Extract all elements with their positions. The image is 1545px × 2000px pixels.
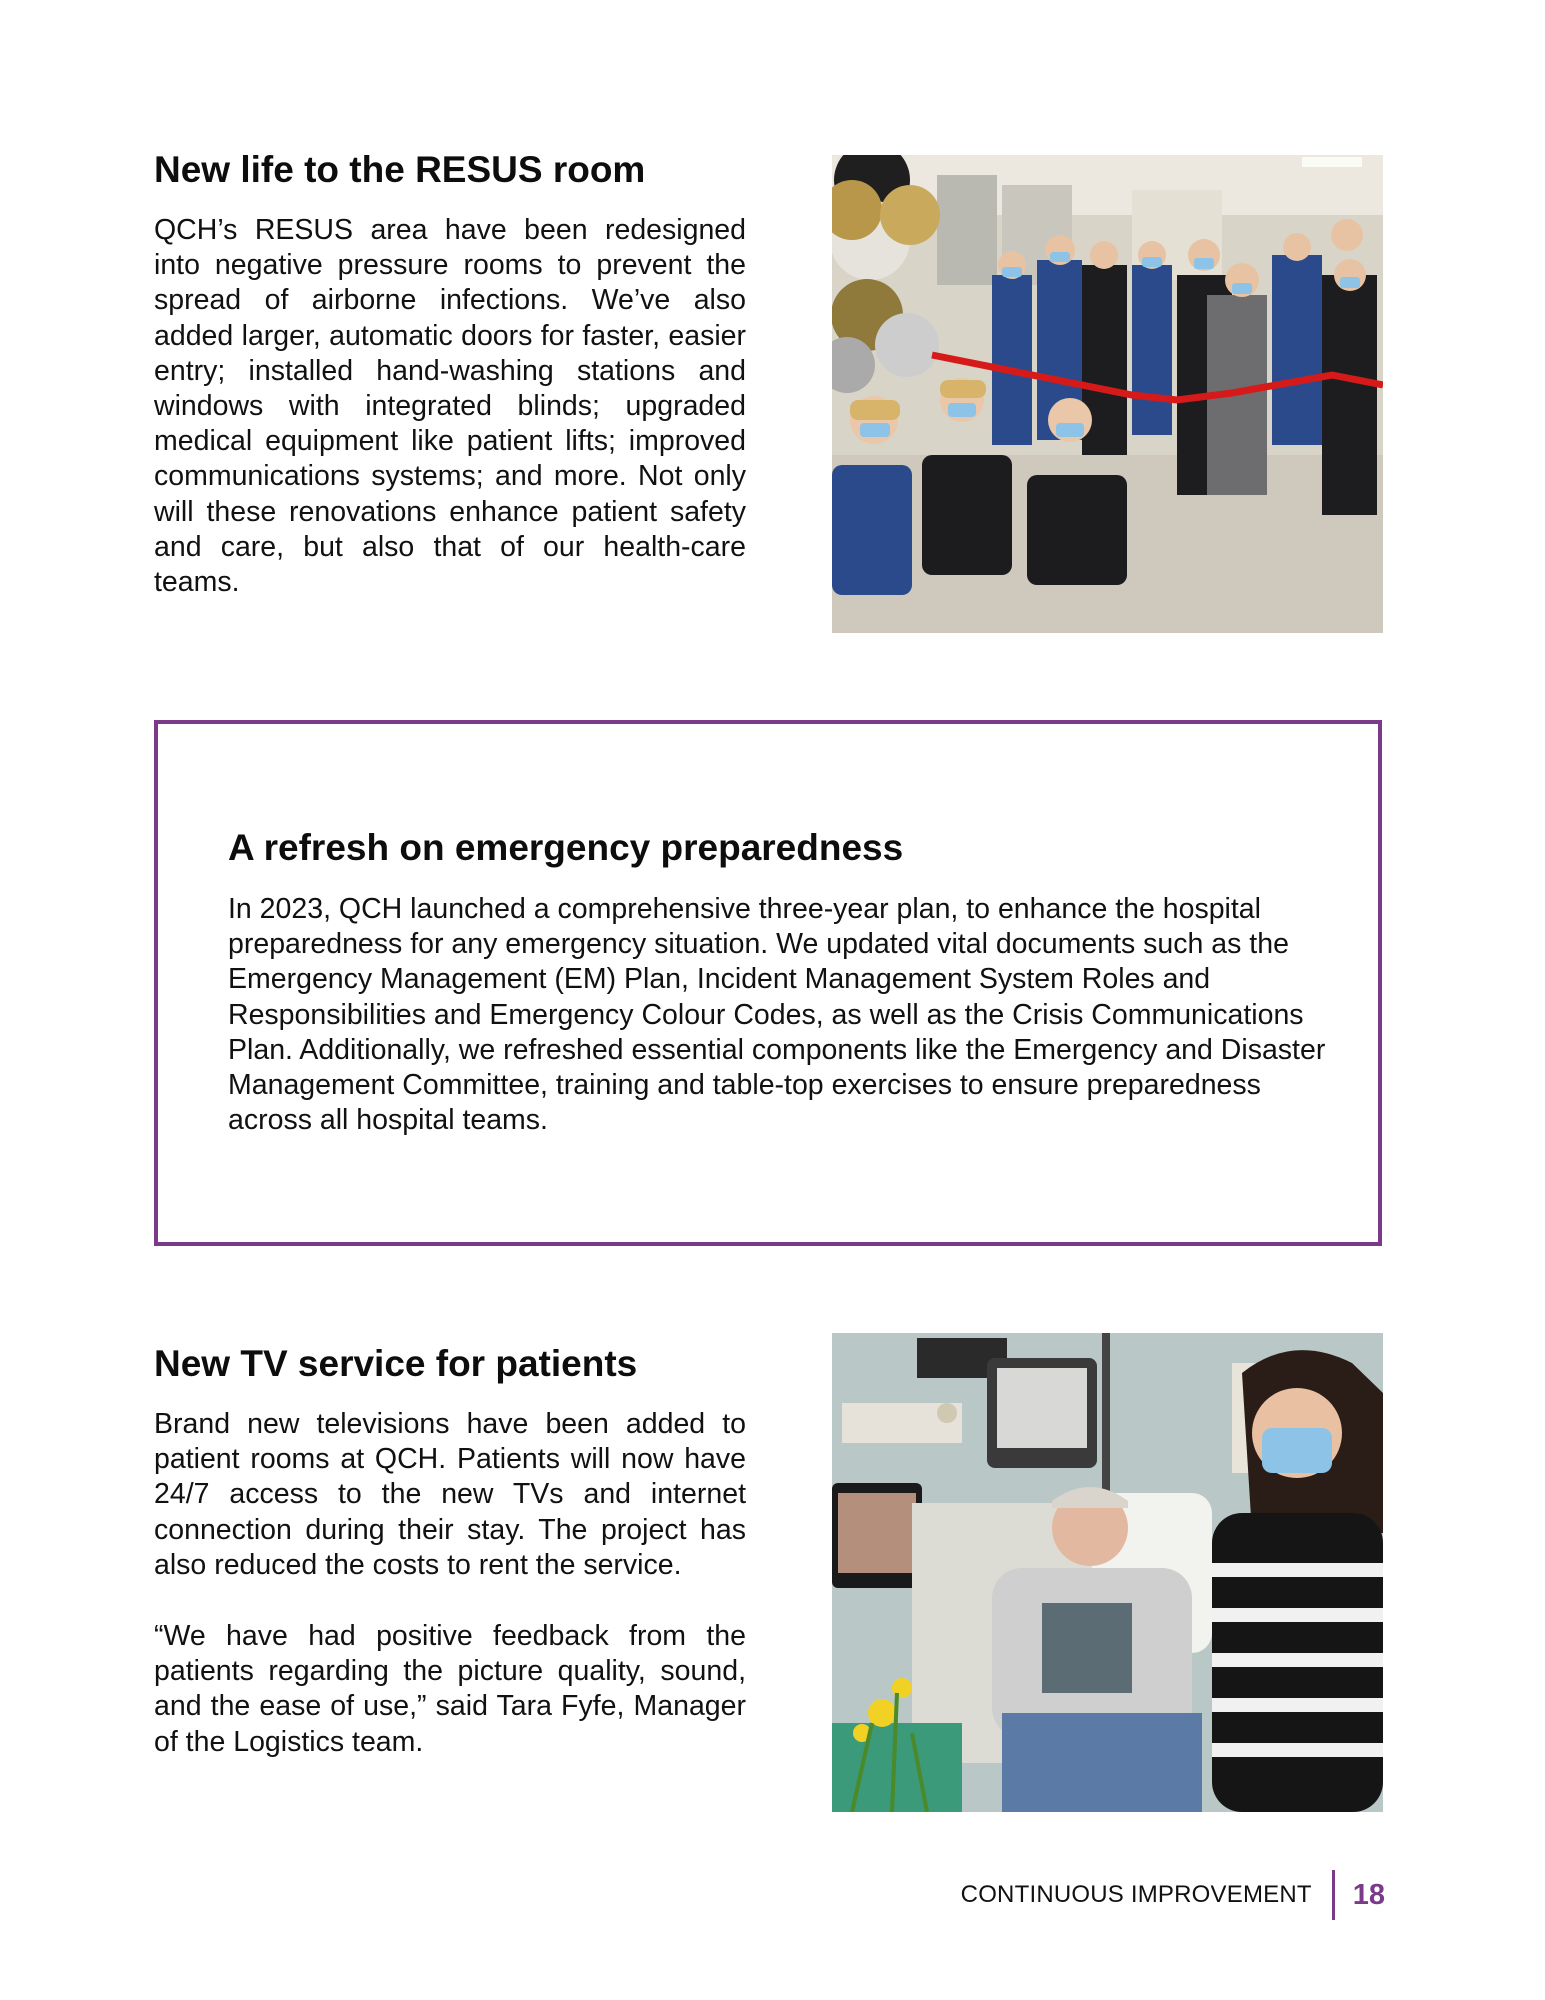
emergency-heading: A refresh on emergency preparedness	[228, 827, 904, 868]
footer-divider	[1332, 1870, 1335, 1920]
footer-section-label: CONTINUOUS IMPROVEMENT	[960, 1881, 1312, 1908]
patient-tv-photo	[832, 1333, 1383, 1812]
tv-paragraph-2: “We have had positive feedback from the patients regarding the picture quality, sound, and the ease of use,” said Tara Fyfe, Manager of the Logistics team.	[154, 1620, 746, 1758]
tv-section	[154, 1342, 746, 1760]
resus-body: QCH’s RESUS area have been redesigned into negative pressure rooms to prevent the spread of airborne infections. We’ve also added larger, automatic doors for faster, easier entry; installed hand-washing stations and windows with integrated blinds; upgraded medical equipment like patient lifts; improved communications systems; and more. Not only will these renovations enhance patient safety and care, but also that of our health-care teams.	[154, 214, 746, 599]
resus-section	[154, 148, 746, 600]
emergency-body: In 2023, QCH launched a comprehensive three-year plan, to enhance the hospital preparedness for any emergency situation. We updated vital documents such as the Emergency Management (EM) Plan, Incident Management System Roles and Responsibilities and Emergency Colour Codes, as well as the Crisis Communications Plan. Additionally, we refreshed essential components like the Emergency and Disaster Management Committee, training and table-top exercises to ensure preparedness across all hospital teams.	[228, 893, 1326, 1137]
page-number: 18	[1352, 1878, 1385, 1911]
emergency-content	[228, 826, 1328, 1138]
emergency-preparedness-box	[154, 720, 1382, 1246]
tv-heading: New TV service for patients	[154, 1343, 638, 1384]
tv-paragraph-1: Brand new televisions have been added to patient rooms at QCH. Patients will now have 24/7 access to the new TVs and internet connection during their stay. The project has also reduced the costs to rent the service.	[154, 1408, 746, 1581]
page-footer	[961, 1870, 1385, 1920]
resus-heading: New life to the RESUS room	[154, 149, 646, 190]
resus-ribbon-cutting-photo	[832, 155, 1383, 633]
